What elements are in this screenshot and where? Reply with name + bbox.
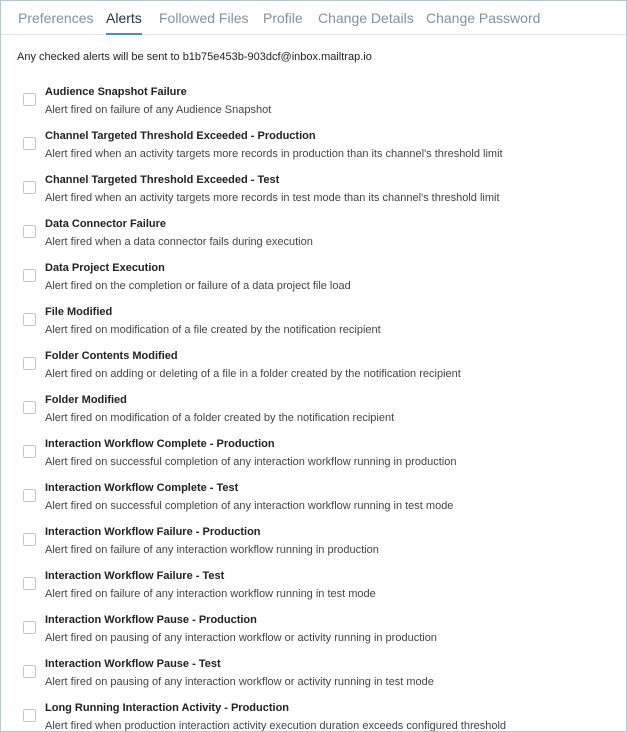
alert-item (1, 261, 626, 305)
alert-description: Alert fired when production interaction activity execution duration exceeds configured threshold (45, 720, 507, 732)
alert-item (1, 305, 626, 349)
alert-checkbox[interactable] (23, 621, 36, 634)
alert-checkbox[interactable] (23, 137, 36, 150)
alert-title: File Modified (45, 306, 113, 318)
tab-change-details[interactable]: Change Details (318, 10, 414, 26)
alert-list (1, 85, 626, 732)
alert-item (1, 349, 626, 393)
alert-title: Data Project Execution (45, 262, 165, 274)
alert-checkbox[interactable] (23, 665, 36, 678)
alert-item (1, 437, 626, 481)
alert-checkbox[interactable] (23, 533, 36, 546)
alert-description: Alert fired on adding or deleting of a file in a folder created by the notification recipient (45, 368, 461, 380)
alert-checkbox[interactable] (23, 709, 36, 722)
alert-title: Interaction Workflow Pause - Test (45, 658, 221, 670)
alert-recipient-notice: Any checked alerts will be sent to b1b75e453b-903dcf@inbox.mailtrap.io (17, 51, 372, 63)
alert-description: Alert fired when an activity targets more records in production than its channel's threshold limit (45, 148, 503, 160)
alert-title: Channel Targeted Threshold Exceeded - Test (45, 174, 280, 186)
alert-title: Interaction Workflow Pause - Production (45, 614, 257, 626)
alert-checkbox[interactable] (23, 93, 36, 106)
alert-description: Alert fired when an activity targets more records in test mode than its channel's threshold limit (45, 192, 500, 204)
alert-title: Folder Modified (45, 394, 127, 406)
alert-description: Alert fired on successful completion of any interaction workflow running in test mode (45, 500, 454, 512)
alert-title: Interaction Workflow Failure - Production (45, 526, 261, 538)
alert-description: Alert fired on modification of a file created by the notification recipient (45, 324, 381, 336)
alert-checkbox[interactable] (23, 357, 36, 370)
alert-title: Interaction Workflow Complete - Test (45, 482, 239, 494)
tab-change-password[interactable]: Change Password (426, 10, 541, 26)
tab-followed-files[interactable]: Followed Files (159, 10, 249, 26)
alert-title: Folder Contents Modified (45, 350, 178, 362)
alert-title: Audience Snapshot Failure (45, 86, 187, 98)
alert-description: Alert fired on pausing of any interaction workflow or activity running in test mode (45, 676, 434, 688)
tab-preferences[interactable]: Preferences (18, 10, 94, 26)
alert-checkbox[interactable] (23, 445, 36, 458)
alert-description: Alert fired on pausing of any interaction workflow or activity running in production (45, 632, 437, 644)
alert-checkbox[interactable] (23, 401, 36, 414)
alert-item (1, 129, 626, 173)
tab-bar (1, 1, 626, 35)
alert-title: Interaction Workflow Failure - Test (45, 570, 225, 582)
alert-item (1, 657, 626, 701)
tab-profile[interactable]: Profile (263, 10, 303, 26)
alert-item (1, 217, 626, 261)
alert-title: Long Running Interaction Activity - Production (45, 702, 290, 714)
alert-title: Data Connector Failure (45, 218, 167, 230)
alert-checkbox[interactable] (23, 225, 36, 238)
alert-item (1, 173, 626, 217)
alert-checkbox[interactable] (23, 269, 36, 282)
alert-description: Alert fired when a data connector fails during execution (45, 236, 313, 248)
tab-alerts[interactable]: Alerts (106, 10, 142, 35)
alert-description: Alert fired on modification of a folder created by the notification recipient (45, 412, 395, 424)
alert-description: Alert fired on failure of any interaction workflow running in production (45, 544, 379, 556)
alert-item (1, 85, 626, 129)
alert-item (1, 701, 626, 732)
alert-item (1, 613, 626, 657)
alert-title: Interaction Workflow Complete - Production (45, 438, 275, 450)
alert-item (1, 393, 626, 437)
alert-item (1, 481, 626, 525)
alert-title: Channel Targeted Threshold Exceeded - Production (45, 130, 316, 142)
alert-description: Alert fired on successful completion of any interaction workflow running in production (45, 456, 457, 468)
alert-item (1, 525, 626, 569)
alert-description: Alert fired on failure of any Audience Snapshot (45, 104, 272, 116)
alert-checkbox[interactable] (23, 313, 36, 326)
alert-checkbox[interactable] (23, 181, 36, 194)
alert-description: Alert fired on failure of any interaction workflow running in test mode (45, 588, 376, 600)
alert-description: Alert fired on the completion or failure of a data project file load (45, 280, 351, 292)
alert-checkbox[interactable] (23, 577, 36, 590)
alert-checkbox[interactable] (23, 489, 36, 502)
alert-item (1, 569, 626, 613)
